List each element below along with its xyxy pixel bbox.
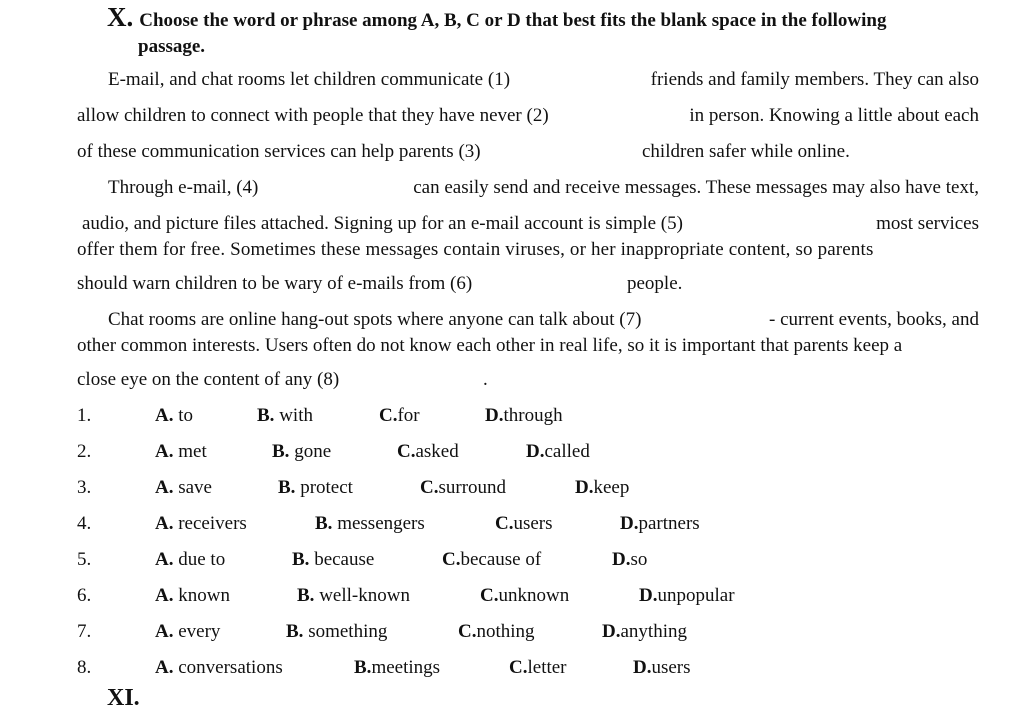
option-letter: B. (292, 549, 310, 570)
option-a (155, 619, 220, 645)
option-text: keep (593, 477, 630, 498)
option-letter: D. (575, 477, 594, 498)
option-text: because (309, 549, 375, 570)
passage-line-10 (77, 367, 979, 393)
option-text: partners (638, 513, 700, 534)
option-text: users (513, 513, 553, 534)
question-number: 7. (77, 621, 92, 642)
option-c (379, 403, 420, 429)
option-text: letter (527, 657, 567, 678)
option-letter: C. (509, 657, 528, 678)
passage-line-4 (77, 175, 979, 201)
question-number: 2. (77, 441, 92, 462)
option-letter: C. (397, 441, 416, 462)
option-a (155, 511, 247, 537)
passage-text: audio, and picture files attached. Signing up for an e-mail account is simple (5) (82, 213, 683, 234)
passage-text: other common interests. Users often do not know each other in real life, so it is important that parents keep a (77, 335, 903, 356)
option-text: because of (460, 549, 542, 570)
passage-text: close eye on the content of any (8) (77, 369, 340, 390)
question-number: 6. (77, 585, 92, 606)
option-letter: D. (620, 513, 639, 534)
option-c (442, 547, 541, 573)
passage-text: . (483, 369, 488, 390)
option-text: conversations (173, 657, 283, 678)
option-text: protect (295, 477, 353, 498)
passage-text: E-mail, and chat rooms let children communicate (1) (108, 69, 511, 90)
option-letter: B. (272, 441, 290, 462)
option-b (286, 619, 387, 645)
option-text: with (274, 405, 313, 426)
option-c (480, 583, 569, 609)
option-letter: A. (155, 549, 174, 570)
option-text: met (173, 441, 207, 462)
passage-line-1 (77, 67, 979, 93)
passage-text: can easily send and receive messages. These messages may also have text, (413, 177, 979, 198)
option-letter: A. (155, 585, 174, 606)
passage-line-6 (77, 237, 979, 263)
option-b (272, 439, 331, 465)
option-a (155, 655, 283, 681)
option-text: anything (620, 621, 687, 642)
option-b (354, 655, 440, 681)
option-letter: A. (155, 441, 174, 462)
passage-line-2 (77, 103, 979, 129)
passage-line-8 (77, 307, 979, 333)
option-text: nothing (476, 621, 535, 642)
option-letter: A. (155, 405, 174, 426)
option-a (155, 583, 230, 609)
passage-text: Through e-mail, (4) (108, 177, 259, 198)
option-letter: C. (379, 405, 398, 426)
option-a (155, 475, 212, 501)
option-d (526, 439, 590, 465)
option-letter: C. (495, 513, 514, 534)
option-letter: C. (442, 549, 461, 570)
option-letter: B. (354, 657, 372, 678)
option-b (278, 475, 353, 501)
option-letter: D. (602, 621, 621, 642)
option-a (155, 403, 193, 429)
question-number: 5. (77, 549, 92, 570)
section-heading (107, 4, 981, 60)
option-text: known (173, 585, 230, 606)
passage-text: offer them for free. Sometimes these messages contain viruses, or her inappropriate content, so parents (77, 239, 874, 260)
option-letter: B. (297, 585, 315, 606)
option-text: receivers (173, 513, 247, 534)
passage-text: Chat rooms are online hang-out spots where anyone can talk about (7) (108, 309, 642, 330)
passage-line-3 (77, 139, 979, 165)
option-letter: A. (155, 477, 174, 498)
passage-text: in person. Knowing a little about each (689, 105, 979, 126)
option-text: something (303, 621, 388, 642)
option-c (495, 511, 553, 537)
option-d (602, 619, 687, 645)
option-text: for (397, 405, 420, 426)
option-c (397, 439, 459, 465)
option-text: well-known (314, 585, 410, 606)
option-letter: D. (633, 657, 652, 678)
option-letter: B. (286, 621, 304, 642)
option-c (458, 619, 535, 645)
option-a (155, 439, 207, 465)
option-letter: C. (480, 585, 499, 606)
option-d (633, 655, 691, 681)
instruction-line-1: Choose the word or phrase among A, B, C or D that best fits the blank space in the following (139, 10, 887, 31)
option-text: users (651, 657, 691, 678)
section-number: X. (107, 2, 134, 32)
option-letter: D. (639, 585, 658, 606)
option-d (575, 475, 629, 501)
option-d (612, 547, 647, 573)
option-b (257, 403, 313, 429)
option-letter: A. (155, 621, 174, 642)
question-number: 4. (77, 513, 92, 534)
option-letter: B. (315, 513, 333, 534)
option-letter: A. (155, 513, 174, 534)
passage-line-9 (77, 333, 979, 359)
option-text: save (173, 477, 212, 498)
option-text: messengers (332, 513, 425, 534)
passage-text: friends and family members. They can also (650, 69, 979, 90)
option-text: surround (438, 477, 507, 498)
option-text: unpopular (657, 585, 735, 606)
option-text: through (503, 405, 563, 426)
option-letter: C. (458, 621, 477, 642)
option-text: asked (415, 441, 459, 462)
option-b (315, 511, 425, 537)
option-text: called (544, 441, 590, 462)
option-letter: B. (278, 477, 296, 498)
option-text: every (173, 621, 221, 642)
passage-line-5 (77, 211, 979, 237)
passage-line-7 (77, 271, 979, 297)
passage-text: of these communication services can help parents (3) (77, 141, 481, 162)
passage-text: should warn children to be wary of e-mails from (6) (77, 273, 473, 294)
option-d (485, 403, 563, 429)
instruction-line-2: passage. (138, 36, 206, 57)
option-letter: A. (155, 657, 174, 678)
option-letter: D. (526, 441, 545, 462)
option-text: due to (173, 549, 226, 570)
question-number: 3. (77, 477, 92, 498)
next-section-number: XI. (107, 685, 140, 711)
passage-text: - current events, books, and (769, 309, 979, 330)
question-number: 1. (77, 405, 92, 426)
option-d (620, 511, 700, 537)
option-letter: D. (612, 549, 631, 570)
question-number: 8. (77, 657, 92, 678)
passage-text: children safer while online. (642, 141, 850, 162)
option-c (509, 655, 567, 681)
option-a (155, 547, 225, 573)
passage-text: most services (876, 213, 979, 234)
passage-text: allow children to connect with people that they have never (2) (77, 105, 549, 126)
option-text: gone (289, 441, 332, 462)
option-letter: D. (485, 405, 504, 426)
option-text: unknown (498, 585, 570, 606)
option-text: meetings (371, 657, 441, 678)
option-b (292, 547, 374, 573)
option-d (639, 583, 735, 609)
option-letter: C. (420, 477, 439, 498)
passage-text: people. (627, 273, 683, 294)
option-text: so (630, 549, 648, 570)
option-b (297, 583, 410, 609)
option-letter: B. (257, 405, 275, 426)
option-text: to (173, 405, 194, 426)
option-c (420, 475, 506, 501)
